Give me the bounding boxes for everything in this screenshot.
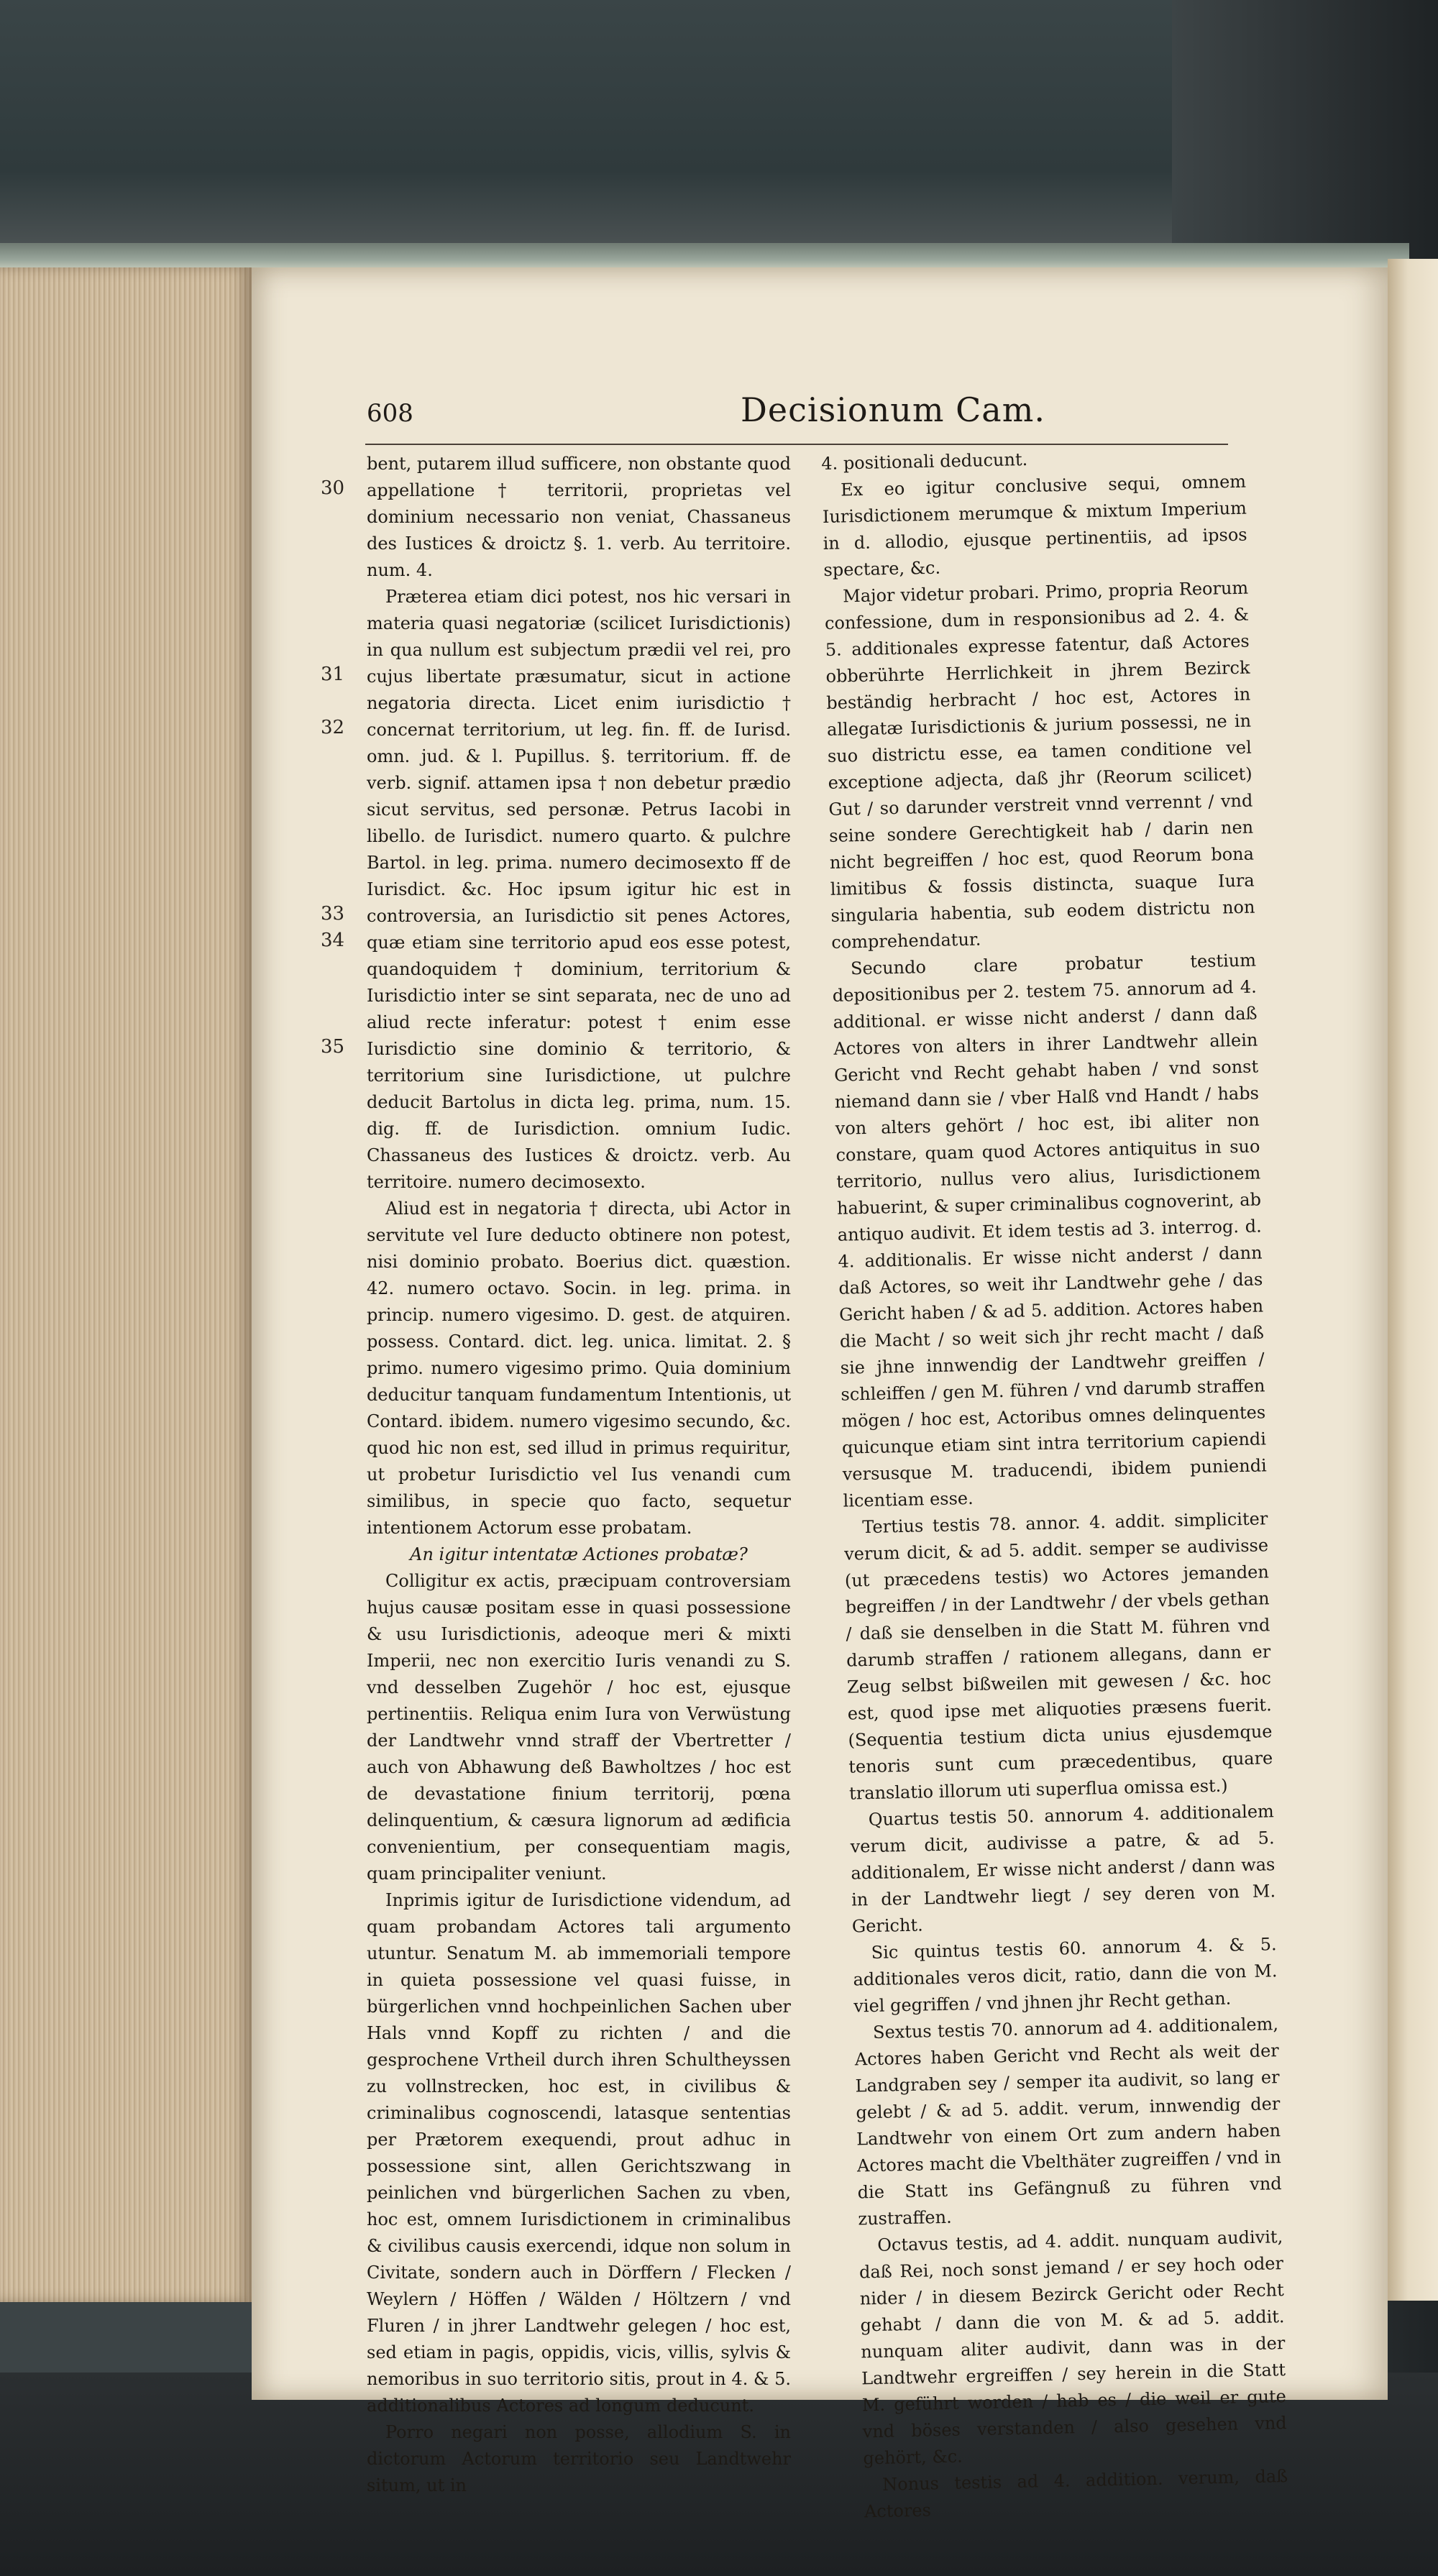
margin-number: 33	[321, 903, 345, 925]
paragraph: Sic quintus testis 60. annorum 4. & 5. additionales veros dicit, ratio, dann die von M. viel gegriffen / vnd jhnen jhr Recht gethan.	[853, 1934, 1278, 2017]
paragraph: bent, putarem illud sufficere, non obstante quod appellatione † territorii, proprietas vel dominium necessario non veniat, Chassaneus des Iustices & droictz §. 1. verb. Au territoire. num. 4.	[367, 454, 791, 580]
right-column	[821, 442, 1288, 2526]
margin-numbers	[321, 451, 364, 1745]
paragraph: Nonus testis ad 4. addition. verum, daß Actores	[864, 2466, 1288, 2522]
margin-number: 30	[321, 477, 345, 499]
paragraph: Aliud est in negatoria † directa, ubi Actor in servitute vel Iure deducto obtinere non potest, nisi dominio probato. Boerius dict. quæstion. 42. numero octavo. Socin. in leg. prima. in princip. numero vigesimo. D. gest. de atquiren. possess. Contard. dict. leg. unica. limitat. 2. § primo. numero vigesimo primo. Quia dominium deducitur tanquam fundamentum Intentionis, ut Contard. ibidem. numero vigesimo secundo, &c. quod hic non est, sed illud in primus requiritur, ut probetur Iurisdictio vel Ius venandi cum similibus, in specie quo facto, sequetur intentionem Actorum esse probatam.	[367, 1198, 791, 1538]
left-column	[367, 451, 791, 2499]
paragraph: Quartus testis 50. annorum 4. additionalem verum dicit, audivisse a patre, & ad 5. additionalem, Er wisse nicht anderst / dann was in der Landtwehr liegt / sey deren von M. Gericht.	[850, 1801, 1276, 1937]
paragraph: Ex eo igitur conclusive sequi, omnem Iurisdictionem merumque & mixtum Imperium in d. allodio, ejusque pertinentiis, ad ipsos spectare, &c.	[822, 471, 1247, 580]
paragraph: Sextus testis 70. annorum ad 4. additionalem, Actores haben Gericht vnd Recht als weit der Landgraben sey / semper ita audivit, so lang er gelebt / & ad 5. addit. verum, innwendig der Landtwehr von einem Ort zum andern haben Actores macht die Vbelthäter zugreiffen / vnd in die Statt ins Gefängnuß zu führen vnd zustraffen.	[854, 2014, 1282, 2229]
paragraph: Octavus testis, ad 4. addit. nunquam audivit, daß Rei, noch sonst jemand / er sey hoch oder nider / in diesem Bezirck Gericht oder Recht gehabt / dann die von M. & ad 5. addit. nunquam aliter audivit, dann was in der Landtwehr ergreiffen / sey herein in die Statt M. geführt worden / hab es / die weil er gute vnd böses verstanden / also gesehen vnd gehört, &c.	[858, 2227, 1287, 2469]
paragraph: Major videtur probari. Primo, propria Reorum confessione, dum in responsionibus ad 2. 4. & 5. additionales expresse fatentur, daß Actores obberührte Herrlichkeit in jhrem Bezirck beständig herbracht / hoc est, Actores in allegatæ Iurisdictionis & jurium possessi, ne in suo districtu esse, ea tamen conditione vel exceptione adjecta, daß jhr (Reorum scilicet) Gut / so darunder verstreit vnnd verrennt / vnd seine sondere Gerechtigkeit hab / darin nen nicht begreiffen / hoc est, quod Reorum bona limitibus & fossis distincta, suaque Iura singularia habentia, sub eodem districtu non comprehendatur.	[824, 577, 1255, 953]
page-number: 608	[367, 399, 413, 428]
paragraph: Secundo clare probatur testium depositionibus per 2. testem 75. annorum ad 4. additional. er wisse nicht anderst / dann daß Actores von alters in ihrer Landtwehr allein Gericht vnd Recht gehabt haben / vnd sonst niemand dann sie / vber Halß vnd Handt / habs von alters gehört / hoc est, ibi aliter non constare, quam quod Actores antiquitus in suo territorio, nullus vero alius, Iurisdictionem habuerint, & super criminalibus cognoverint, ab antiquo audivit. Et idem testis ad 3. interrog. d. 4. additionalis. Er wisse nicht anderst / dann daß Actores, so weit ihr Landtwehr gehe / das Gericht haben / & ad 5. addition. Actores haben die Macht / so weit sich jhr recht macht / daß sie jhne innwendig der Landtwehr greiffen / schleiffen / gen M. führen / vnd darumb straffen mögen / hoc est, Actoribus omnes delinquentes quicunque etiam sint intra territorium capiendi versusque M. traducendi, ibidem puniendi licentiam esse.	[832, 950, 1267, 1511]
page-title: Decisionum Cam.	[741, 390, 1045, 429]
paragraph: Porro negari non posse, allodium S. in dictorum Actorum territorio seu Landtwehr situm, ut in	[367, 2422, 791, 2495]
book-page-stack	[0, 267, 252, 2302]
paragraph: Colligitur ex actis, præcipuam controversiam hujus causæ positam esse in quasi possessione & usu Iurisdictionis, adeoque meri & mixti Imperii, nec non exercitio Iuris venandi zu S. vnd desselben Zugehör / hoc est, ejusque pertinentiis. Reliqua enim Iura von Verwüstung der Landtwehr vnnd straff der Vbertretter / auch von Abhawung deß Bawholtzes / hoc est de devastatione finium territorij, pœna delinquentium, & cæsura lignorum ad ædificia convenientium, per consequentiam magis, quam principaliter veniunt.	[367, 1571, 791, 1884]
paragraph: An igitur intentatæ Actiones probatæ?	[410, 1544, 748, 1564]
paragraph: Tertius testis 78. annor. 4. addit. simpliciter verum dicit, & ad 5. addit. semper se audivisse (ut præcedens testis) wo Actores jemanden begreiffen / in der Landtwehr / der vbels gethan / daß sie denselben in die Statt M. führen vnd darumb straffen / rationem allegans, dann er Zeug selbst bißweilen mit gewesen / &c. hoc est, quod ipse met aliquoties præsens fuerit. (Sequentia testium dicta unius ejusdemque tenoris sunt cum præcedentibus, quare translatio illorum uti superflua omissa est.)	[843, 1508, 1273, 1804]
book-page	[252, 267, 1388, 2522]
paragraph: 4. positionali deducunt.	[821, 449, 1028, 474]
running-head	[252, 390, 1388, 442]
facing-page-edge	[1388, 259, 1438, 2301]
margin-number: 34	[321, 930, 345, 951]
paragraph: Inprimis igitur de Iurisdictione videndum, ad quam probandam Actores tali argumento utuntur. Senatum M. ab immemoriali tempore in quieta possessione vel quasi fuisse, in bürgerlichen vnnd hochpeinlichen Sachen uber Hals vnnd Kopff zu richten / and die gesprochene Vrtheil durch ihren Schultheyssen zu vollnstrecken, hoc est, in civilibus & criminalibus cognoscendi, latasque sententias per Prætorem exequendi, prout adhuc in possessione sint, allen Gerichtszwang in peinlichen vnd bürgerlichen Sachen zu vben, hoc est, omnem Iurisdictionem in criminalibus & civilibus causis exercendi, idque non solum in Civitate, sondern auch in Dörffern / Flecken / Weylern / Höffen / Wälden / Höltzern / vnd Fluren / in jhrer Landtwehr gelegen / hoc est, sed etiam in pagis, oppidis, vicis, villis, sylvis & nemoribus in suo territorio sitis, prout in 4. & 5. additionalibus Actores ad longum deducunt.	[367, 1890, 791, 2416]
margin-number: 32	[321, 717, 345, 738]
paragraph: Præterea etiam dici potest, nos hic versari in materia quasi negatoriæ (scilicet Iurisdictionis) in qua nullum est subjectum prædii vel rei, pro cujus libertate præsumatur, sicut in actione negatoria directa. Licet enim iurisdictio † concernat territorium, ut leg. fin. ff. de Iurisd. omn. jud. & l. Pupillus. §. territorium. ff. de verb. signif. attamen ipsa † non debetur prædio sicut servitus, sed personæ. Petrus Iacobi in libello. de Iurisdict. numero quarto. & pulchre Bartol. in leg. prima. numero decimosexto ff de Iurisdict. &c. Hoc ipsum igitur hic est in controversia, an Iurisdictio sit penes Actores, quæ etiam sine territorio apud eos esse potest, quandoquidem † dominium, territorium & Iurisdictio inter se sint separata, nec de uno ad aliud recte inferatur: potest † enim esse Iurisdictio sine dominio & territorio, & territorium sine Iurisdictione, ut pulchre deducit Bartolus in dicta leg. prima, num. 15. dig. ff. de Iurisdiction. omnium Iudic. Chassaneus des Iustices & droictz. verb. Au territoire. numero decimosexto.	[367, 587, 791, 1192]
margin-number: 35	[321, 1036, 345, 1058]
margin-number: 31	[321, 664, 345, 685]
